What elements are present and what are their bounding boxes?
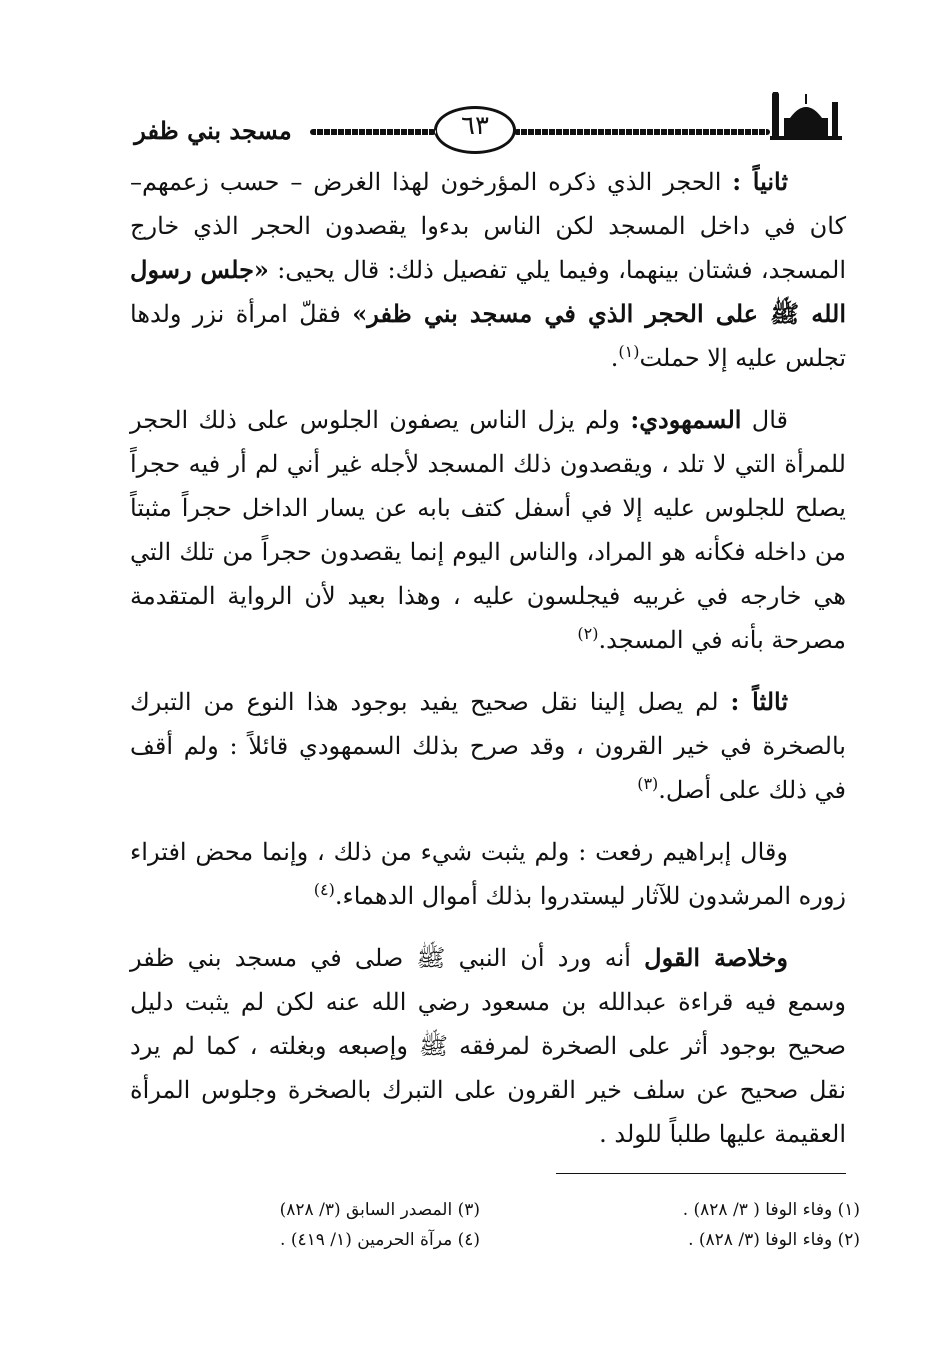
footnotes-column-right	[560, 1195, 860, 1255]
footnote-ref: (٤)	[313, 880, 335, 899]
paragraph-1	[130, 160, 846, 380]
footnote-divider	[556, 1173, 846, 1174]
body-text	[130, 160, 846, 1156]
paragraph-lead: ثانياً :	[732, 167, 788, 196]
footnote-ref: (١)	[618, 342, 640, 361]
mosque-icon	[770, 92, 842, 140]
paragraph-text: أنه ورد أن النبي ﷺ صلى في مسجد بني ظفر وسمع فيه قراءة عبدالله بن مسعود رضي الله عنه لكن لم يثبت دليل صحيح بوجود أثر على الصخرة لمرفقه ﷺ وإصبعه وبغلته ، كما لم يرد نقل صحيح عن سلف خير القرون على التبرك بالصخرة وجلوس المرأة العقيمة عليها طلباً للولد .	[130, 944, 846, 1148]
paragraph-lead: ثالثاً :	[730, 687, 788, 716]
footnote-2: (٢) وفاء الوفا (٣/ ٨٢٨) .	[688, 1230, 860, 1250]
footnotes	[220, 1195, 860, 1265]
paragraph-text: الحجر الذي ذكره المؤرخون لهذا الغرض – حسب زعمهم– كان في داخل المسجد لكن الناس بدءوا يقصدون الحجر الذي خارج المسجد، فشتان بينهما، وفيما يلي تفصيل ذلك: قال يحيى:	[130, 168, 846, 284]
paragraph-text: ولم يزل الناس يصفون الجلوس على ذلك الحجر للمرأة التي لا تلد ، ويقصدون ذلك المسجد لأجله غير أني لم أر فيه حجراً يصلح للجلوس عليه إلا في أسفل كتف بابه عن يسار الداخل حجراً مثبتاً من داخله فكأنه هو المراد، والناس اليوم إنما يقصدون حجراً من تلك التي هي خارجه في غربيه فيجلسون عليه ، وهذا بعيد لأن الرواية المتقدمة مصرحة بأنه في المسجد.	[130, 406, 846, 654]
paragraph-2	[130, 398, 846, 662]
footnote-1: (١) وفاء الوفا ( ٣/ ٨٢٨) .	[682, 1200, 860, 1220]
paragraph-4	[130, 830, 846, 918]
paragraph-3	[130, 680, 846, 812]
paragraph-text: لم يصل إلينا نقل صحيح يفيد بوجود هذا النوع من التبرك بالصخرة في خير القرون ، وقد صرح بذلك السمهودي قائلاً : ولم أقف في ذلك على أصل.	[130, 688, 846, 804]
author-name: السمهودي:	[630, 405, 742, 434]
paragraph-prefix: قال	[741, 406, 788, 434]
footnote-ref: (٣)	[637, 774, 659, 793]
paragraph-5	[130, 936, 846, 1156]
footnote-4: (٤) مرآة الحرمين (١/ ٤١٩) .	[280, 1230, 480, 1250]
footnote-3: (٣) المصدر السابق (٣/ ٨٢٨)	[279, 1200, 480, 1220]
paragraph-lead: وخلاصة القول	[644, 943, 788, 972]
footnotes-column-left	[180, 1195, 480, 1255]
paragraph-text: فقلّ امرأة نزر ولدها تجلس عليه إلا حملت	[130, 300, 846, 372]
paragraph-text: وقال إبراهيم رفعت : ولم يثبت شيء من ذلك ، وإنما محض افتراء زوره المرشدون للآثار ليستدروا بذلك أموال الدهماء.	[130, 838, 846, 910]
hadith-quote: «جلس رسول الله ﷺ على الحجر الذي في مسجد بني ظفر»	[130, 255, 846, 328]
footnote-ref: (٢)	[577, 624, 599, 643]
header-rule-right	[514, 129, 770, 135]
book-title: مسجد بني ظفر	[134, 116, 292, 145]
paragraph-end: .	[610, 344, 619, 372]
page-number: ٦٣	[461, 111, 489, 141]
header-rule-left	[310, 129, 436, 135]
